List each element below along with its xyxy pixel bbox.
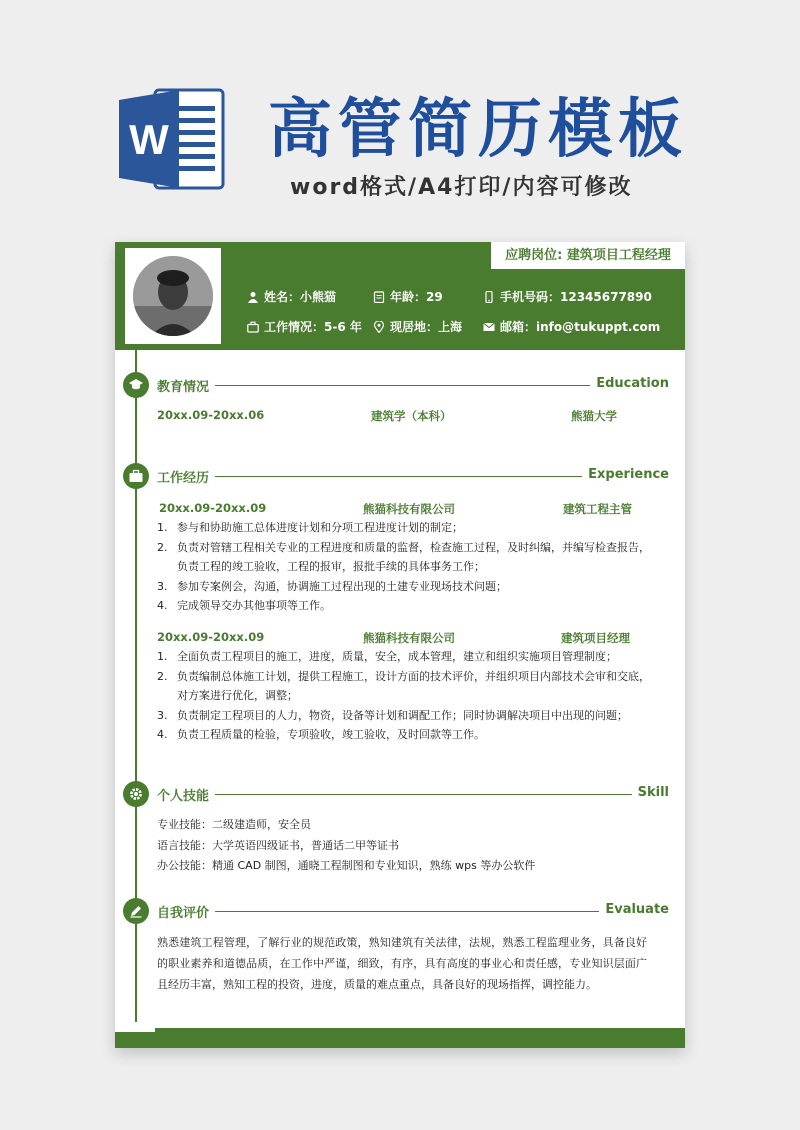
list-item: 4. 完成领导交办其他事项等工作。 [157, 599, 331, 612]
graduation-cap-icon [123, 372, 149, 398]
skill-lines [157, 815, 657, 877]
timeline-line [135, 350, 137, 1028]
skill-language: 语言技能：大学英语四级证书，普通话二甲等证书 [157, 838, 399, 852]
education-major: 建筑学（本科） [371, 409, 452, 423]
info-name-text: 姓名：小熊猫 [264, 290, 337, 304]
education-title-en: Education [590, 376, 669, 391]
info-work-status-text: 工作情况：5-6 年 [264, 320, 362, 334]
info-phone [483, 288, 652, 305]
job-2-period: 20xx.09-20xx.09 [157, 630, 265, 644]
job-1-period: 20xx.09-20xx.09 [159, 501, 267, 515]
phone-icon [483, 291, 495, 303]
mail-icon [483, 321, 495, 333]
job-target: 应聘岗位: 建筑项目工程经理 [485, 242, 685, 272]
info-phone-text: 手机号码：12345677890 [500, 290, 652, 304]
education-title: 教育情况 [157, 376, 215, 395]
resume-card [115, 242, 685, 1048]
promo-title: 高管简历模板 [268, 93, 688, 167]
info-residence-text: 现居地：上海 [390, 320, 463, 334]
evaluate-title-en: Evaluate [599, 902, 669, 917]
list-item: 3. 参加专案例会，沟通，协调施工过程出现的土建专业现场技术问题； [157, 579, 507, 593]
skill-rule [215, 794, 635, 795]
job-2-position: 建筑项目经理 [561, 631, 630, 645]
gear-icon [123, 781, 149, 807]
footer-band [115, 1028, 685, 1048]
promo-subtitle: word格式/A4打印/内容可修改 [290, 175, 633, 200]
job-1-company: 熊猫科技有限公司 [363, 502, 455, 516]
skill-office: 办公技能：精通 CAD 制图，通晓工程制图和专业知识，熟练 wps 等办公软件 [157, 859, 536, 872]
info-age-text: 年龄：29 [390, 290, 443, 304]
location-icon [373, 321, 385, 333]
info-age [373, 288, 443, 305]
job-2-duties [157, 647, 657, 745]
education-rule [215, 385, 605, 386]
experience-rule [215, 476, 595, 477]
education-school: 熊猫大学 [571, 409, 617, 423]
user-icon [247, 291, 259, 303]
info-residence [373, 318, 462, 335]
svg-text:W: W [129, 116, 169, 163]
list-item: 2. 负责编制总体施工计划，提供工程施工，设计方面的技术评价，并组织项目内部技术会审和交底，对方案进行优化，调整； [157, 669, 650, 702]
info-email-text: 邮箱：info@tukuppt.com [500, 320, 661, 334]
skill-professional: 专业技能：二级建造师，安全员 [157, 818, 311, 831]
briefcase-icon [247, 321, 259, 333]
list-item: 1. 全面负责工程项目的施工，进度，质量，安全，成本管理，建立和组织实施项目管理制度； [157, 650, 617, 663]
calendar-icon [373, 291, 385, 303]
list-item: 3. 负责制定工程项目的人力，物资，设备等计划和调配工作；同时协调解决项目中出现的问题； [157, 708, 628, 722]
skill-title-en: Skill [632, 785, 669, 800]
photo-frame [125, 248, 221, 344]
info-name [247, 288, 336, 305]
list-item: 2. 负责对管辖工程相关专业的工程进度和质量的监督，检查施工过程，及时纠编，并编写检查报告，负责工程的竣工验收，工程的报审，报批手续的具体事务工作； [157, 540, 650, 573]
pen-icon [123, 898, 149, 924]
list-item: 1. 参与和协助施工总体进度计划和分项工程进度计划的制定； [157, 521, 463, 534]
experience-title: 工作经历 [157, 467, 215, 486]
evaluate-title: 自我评价 [157, 902, 215, 921]
word-logo-icon [117, 84, 227, 194]
skill-title: 个人技能 [157, 785, 215, 804]
footer-notch [115, 1022, 155, 1032]
info-work-status [247, 318, 362, 335]
education-period: 20xx.09-20xx.06 [157, 408, 265, 422]
job-1-duties [157, 518, 657, 616]
list-item: 4. 负责工程质量的检验，专项验收，竣工验收，及时回款等工作。 [157, 728, 485, 741]
avatar [133, 256, 213, 336]
job-2-company: 熊猫科技有限公司 [363, 631, 455, 645]
evaluate-rule [215, 911, 615, 912]
experience-title-en: Experience [582, 467, 669, 482]
evaluate-text: 熟悉建筑工程管理，了解行业的规范政策，熟知建筑有关法律，法规，熟悉工程监理业务，具备良好的职业素养和道德品质，在工作中严谨，细致，有序，具有高度的事业心和责任感，专业知识层面广且经历丰富，熟知工程的投资，进度，质量的难点重点，具备良好的现场指挥，调控能力。 [157, 936, 647, 991]
info-email [483, 318, 660, 335]
briefcase-icon [123, 463, 149, 489]
job-1-position: 建筑工程主管 [563, 502, 632, 516]
